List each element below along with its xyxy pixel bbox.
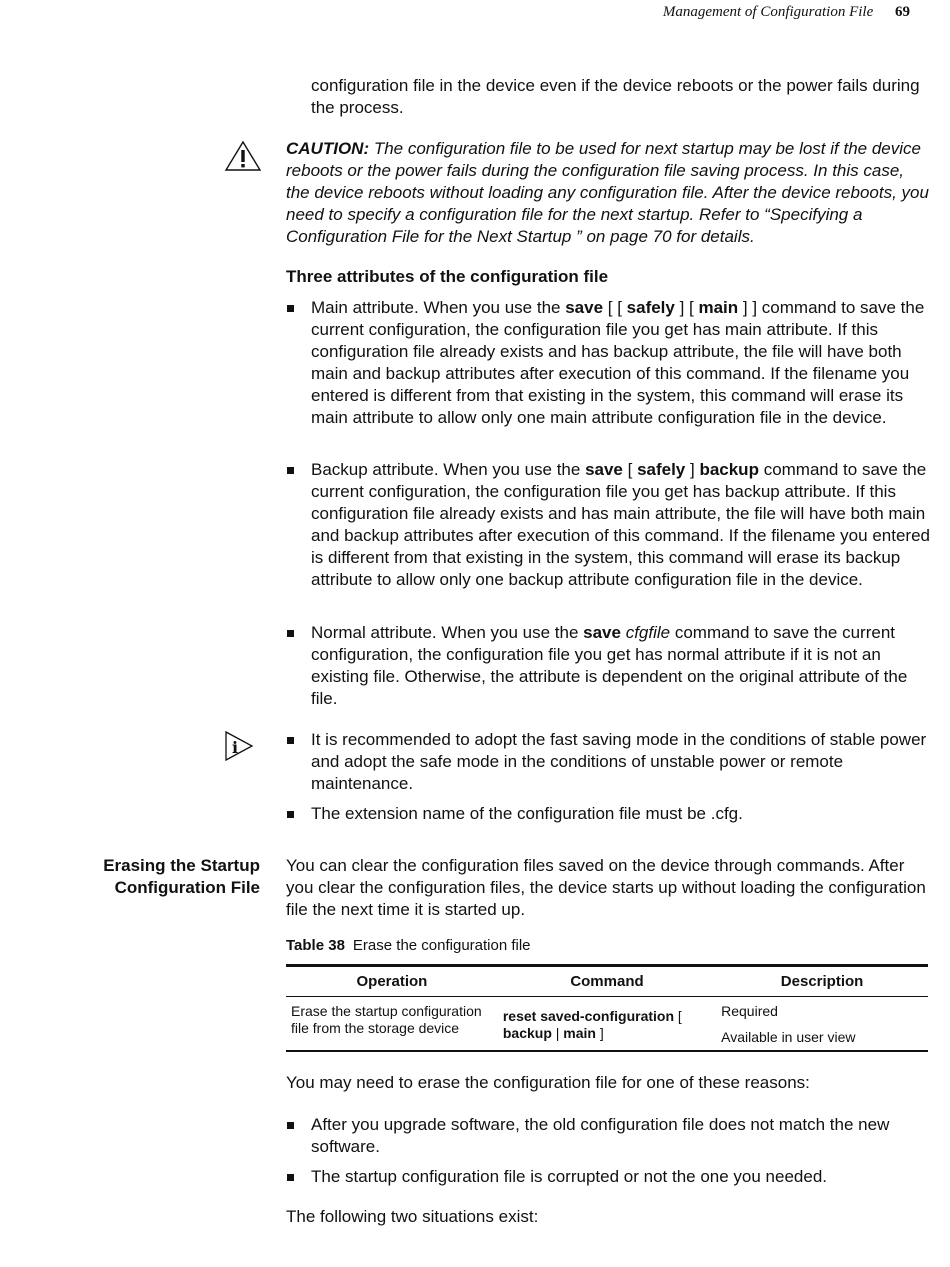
list-item: Normal attribute. When you use the save cfgfile command to save the current configuration, the configuration file you get has normal attribute if it is not an existing file. Otherwise, the attribute is dependent on the original attribute of the file. — [286, 622, 930, 710]
reason-item-1 — [286, 1114, 930, 1158]
situations-intro: The following two situations exist: — [286, 1207, 539, 1226]
header-title: Management of Configuration File — [662, 4, 874, 20]
list-item: The extension name of the configuration file must be .cfg. — [286, 803, 930, 825]
continued-paragraph: configuration file in the device even if the device reboots or the power fails during the process. — [311, 76, 920, 117]
reasons-intro: You may need to erase the configuration file for one of these reasons: — [286, 1073, 810, 1092]
column-header-command: Command — [498, 966, 716, 997]
list-item: It is recommended to adopt the fast saving mode in the conditions of stable power and adopt the safe mode in the conditions of unstable power or remote maintenance. — [286, 729, 930, 795]
section-heading: Erasing the Startup Configuration File — [103, 856, 260, 897]
erase-config-table — [286, 964, 928, 1052]
column-header-description: Description — [716, 966, 928, 997]
running-header — [663, 4, 910, 21]
caution-note — [286, 138, 930, 248]
command-cell: reset saved-configuration [ backup | main ] — [498, 997, 716, 1052]
list-item: The startup configuration file is corrupted or not the one you needed. — [286, 1166, 930, 1188]
page-number: 69 — [895, 4, 910, 20]
note-item-2 — [286, 803, 930, 825]
table-row — [286, 997, 928, 1052]
caution-label: CAUTION: — [286, 139, 370, 158]
caution-icon — [224, 140, 262, 172]
operation-cell: Erase the startup configuration file from the storage device — [286, 997, 498, 1052]
description-cell: Required Available in user view — [716, 997, 928, 1052]
normal-attribute-list — [286, 622, 930, 710]
list-item: Main attribute. When you use the save [ [ safely ] [ main ] ] command to save the current configuration, the configuration file you get has main attribute. If this configuration file already exists and has backup attribute, the file will have both main and backup attributes after execution of this command. If the filename you entered is different from that existing in the system, this command will erase its main attribute to allow only one main attribute configuration file in the device. — [286, 297, 930, 429]
table-caption: Table 38 Erase the configuration file — [286, 937, 531, 954]
erase-intro: You can clear the configuration files saved on the device through commands. After you clear the configuration files, the device starts up without loading the configuration file the next time it is started up. — [286, 856, 926, 919]
svg-text:i: i — [232, 738, 239, 757]
attributes-heading: Three attributes of the configuration file — [286, 267, 609, 286]
note-item-1 — [286, 729, 930, 795]
caution-text: The configuration file to be used for next startup may be lost if the device reboots or the power fails during the configuration file saving process. In this case, the device reboots without loading any configuration file. After the device reboots, you need to specify a configuration file for the next startup. Refer to “Specifying a Configuration File for the Next Startup ” on page 70 for details. — [286, 139, 929, 246]
reason-item-2 — [286, 1166, 930, 1188]
backup-attribute-list — [286, 459, 930, 591]
info-note-icon — [224, 730, 254, 762]
column-header-operation: Operation — [286, 966, 498, 997]
list-item: After you upgrade software, the old configuration file does not match the new software. — [286, 1114, 930, 1158]
main-attribute-list — [286, 297, 930, 429]
list-item: Backup attribute. When you use the save [ safely ] backup command to save the current configuration, the configuration file you get has backup attribute. If this configuration file already exists and has main attribute, the file will have both main and backup attributes after execution of this command. If the filename you entered is different from that existing in the system, this command will erase its backup attribute to allow only one backup attribute configuration file in the device. — [286, 459, 930, 591]
